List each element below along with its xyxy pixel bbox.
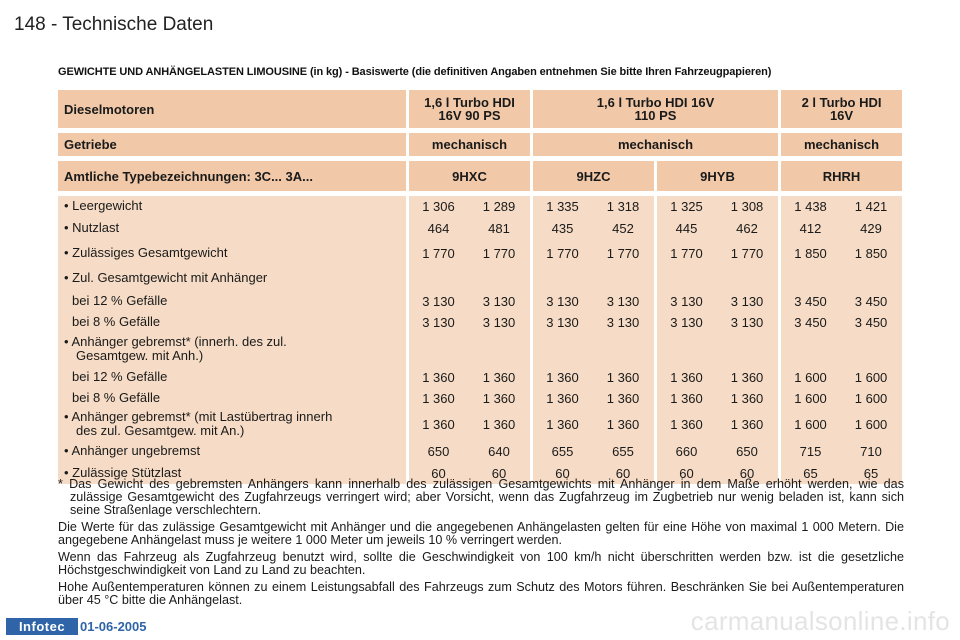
weight-value: 1 360 bbox=[654, 366, 716, 388]
weight-value: 3 450 bbox=[840, 290, 902, 312]
weight-value: 710 bbox=[840, 440, 902, 462]
weight-value: 3 130 bbox=[716, 290, 778, 312]
weight-value: 1 360 bbox=[716, 366, 778, 388]
weight-value: 1 770 bbox=[592, 240, 654, 266]
notes-block bbox=[58, 478, 904, 611]
engine-header: 2 l Turbo HDI 16V bbox=[778, 90, 902, 128]
weight-value: 1 318 bbox=[592, 196, 654, 216]
row-label: • Anhänger gebremst* (innerh. des zul. Gesamtgew. mit Anh.) bbox=[58, 332, 406, 366]
engine-header: 1,6 l Turbo HDI 16V 110 PS bbox=[530, 90, 778, 128]
weight-value: 1 360 bbox=[468, 366, 530, 388]
weight-value: 1 325 bbox=[654, 196, 716, 216]
weight-value: 435 bbox=[530, 216, 592, 240]
weight-value bbox=[592, 266, 654, 290]
type-designation-row bbox=[58, 161, 902, 191]
weight-value: 660 bbox=[654, 440, 716, 462]
weight-value: 481 bbox=[468, 216, 530, 240]
row-label: • Anhänger ungebremst bbox=[58, 440, 406, 462]
weight-value: 1 770 bbox=[530, 240, 592, 266]
weight-value: 1 770 bbox=[406, 240, 468, 266]
weight-value: 464 bbox=[406, 216, 468, 240]
weight-value bbox=[654, 266, 716, 290]
gearbox-label: Getriebe bbox=[58, 133, 406, 156]
weight-value: 650 bbox=[716, 440, 778, 462]
section-title: GEWICHTE UND ANHÄNGELASTEN LIMOUSINE (in kg) - Basiswerte (die definitiven Angaben entnehmen Sie bitte Ihren Fahrzeugpapieren) bbox=[58, 66, 772, 78]
weight-value: 452 bbox=[592, 216, 654, 240]
weight-value: 1 438 bbox=[778, 196, 840, 216]
weight-value: 1 308 bbox=[716, 196, 778, 216]
table-row bbox=[58, 196, 902, 216]
weight-value: 1 770 bbox=[654, 240, 716, 266]
weight-value bbox=[468, 266, 530, 290]
table-row bbox=[58, 440, 902, 462]
weight-value: 640 bbox=[468, 440, 530, 462]
weight-value: 1 360 bbox=[468, 388, 530, 408]
type-code: 9HZC bbox=[530, 161, 654, 191]
weight-value: 1 600 bbox=[840, 408, 902, 440]
note-altitude: Die Werte für das zulässige Gesamtgewicht mit Anhänger und die angegebenen Anhängelasten gelten für eine Höhe von maximal 1 000 Metern. Die angegebene Anhängelast muss je weitere 1 000 Meter um jeweils 10 % verringert werden. bbox=[58, 520, 904, 547]
table-row bbox=[58, 216, 902, 240]
weight-value: 715 bbox=[778, 440, 840, 462]
weight-value: 1 360 bbox=[592, 366, 654, 388]
weight-value: 1 360 bbox=[530, 366, 592, 388]
type-code: RHRH bbox=[778, 161, 902, 191]
weight-value: 429 bbox=[840, 216, 902, 240]
weight-value bbox=[778, 332, 840, 366]
weight-value: 3 130 bbox=[530, 290, 592, 312]
weight-value: 412 bbox=[778, 216, 840, 240]
weight-value: 1 600 bbox=[840, 388, 902, 408]
weight-value bbox=[530, 266, 592, 290]
weight-value: 3 130 bbox=[468, 312, 530, 332]
weight-value bbox=[406, 266, 468, 290]
gearbox-row bbox=[58, 133, 902, 156]
weight-value: 1 421 bbox=[840, 196, 902, 216]
weight-value: 1 600 bbox=[840, 366, 902, 388]
weight-value: 60 bbox=[654, 462, 716, 484]
weight-value: 462 bbox=[716, 216, 778, 240]
header-row bbox=[58, 90, 902, 128]
weight-value: 60 bbox=[530, 462, 592, 484]
weight-value: 3 130 bbox=[716, 312, 778, 332]
edition-date: 01-06-2005 bbox=[80, 619, 147, 634]
weight-value bbox=[716, 266, 778, 290]
weight-value bbox=[840, 332, 902, 366]
weight-value: 1 360 bbox=[406, 366, 468, 388]
watermark: carmanualsonline.info bbox=[690, 606, 950, 636]
weight-value: 1 360 bbox=[406, 408, 468, 440]
weight-value: 3 130 bbox=[530, 312, 592, 332]
infotec-logo: Infotec bbox=[6, 618, 78, 635]
row-label: bei 8 % Gefälle bbox=[58, 312, 406, 332]
weight-value: 3 450 bbox=[840, 312, 902, 332]
weight-value: 3 130 bbox=[468, 290, 530, 312]
row-label: bei 12 % Gefälle bbox=[58, 366, 406, 388]
weight-value: 1 360 bbox=[654, 408, 716, 440]
note-speed: Wenn das Fahrzeug als Zugfahrzeug benutzt wird, sollte die Geschwindigkeit von 100 km/h nicht überschritten werden bzw. ist die gesetzliche Höchstgeschwindigkeit von Land zu Land zu beachten. bbox=[58, 550, 904, 577]
weight-value: 3 450 bbox=[778, 290, 840, 312]
row-label: • Nutzlast bbox=[58, 216, 406, 240]
weight-value: 1 306 bbox=[406, 196, 468, 216]
weight-value: 1 600 bbox=[778, 366, 840, 388]
weight-value: 1 360 bbox=[468, 408, 530, 440]
weight-value: 1 600 bbox=[778, 408, 840, 440]
weight-value: 1 600 bbox=[778, 388, 840, 408]
weight-value: 1 850 bbox=[840, 240, 902, 266]
weight-value: 1 850 bbox=[778, 240, 840, 266]
weight-value bbox=[716, 332, 778, 366]
weight-value bbox=[406, 332, 468, 366]
weight-value: 1 360 bbox=[530, 408, 592, 440]
table-row bbox=[58, 312, 902, 332]
weight-value bbox=[468, 332, 530, 366]
weight-value: 65 bbox=[840, 462, 902, 484]
weight-value bbox=[778, 266, 840, 290]
note-footnote: * Das Gewicht des gebremsten Anhängers kann innerhalb des zulässigen Gesamtgewichts mit Anhänger in dem Maße erhöht werden, wie das zulässige Gesamtgewicht des Zugfahrzeugs verringert wird; aber Vorsicht, wenn das Zugfahrzeug im Zugbetrieb nur wenig beladen ist, kann sich seine Straßenlage verschlechtern. bbox=[58, 477, 904, 517]
table-row bbox=[58, 366, 902, 388]
row-label: • Leergewicht bbox=[58, 196, 406, 216]
header-label: Dieselmotoren bbox=[58, 90, 406, 128]
weight-value: 3 130 bbox=[406, 312, 468, 332]
table-row bbox=[58, 266, 902, 290]
weight-value: 1 360 bbox=[654, 388, 716, 408]
weight-value: 60 bbox=[468, 462, 530, 484]
table-row bbox=[58, 408, 902, 440]
row-label: bei 8 % Gefälle bbox=[58, 388, 406, 408]
weight-value: 655 bbox=[592, 440, 654, 462]
weight-value: 1 770 bbox=[716, 240, 778, 266]
weight-value bbox=[592, 332, 654, 366]
weight-value: 1 360 bbox=[530, 388, 592, 408]
gearbox-value: mechanisch bbox=[406, 133, 530, 156]
weight-value: 1 360 bbox=[716, 388, 778, 408]
weight-value: 655 bbox=[530, 440, 592, 462]
row-label: • Anhänger gebremst* (mit Lastübertrag innerh des zul. Gesamtgew. mit An.) bbox=[58, 408, 406, 440]
weight-value: 445 bbox=[654, 216, 716, 240]
weight-value: 1 360 bbox=[406, 388, 468, 408]
table-row bbox=[58, 332, 902, 366]
weights-table-container bbox=[58, 90, 902, 484]
gearbox-value: mechanisch bbox=[530, 133, 778, 156]
weight-value: 3 130 bbox=[654, 290, 716, 312]
weight-value: 3 130 bbox=[592, 290, 654, 312]
weight-value: 3 450 bbox=[778, 312, 840, 332]
gearbox-value: mechanisch bbox=[778, 133, 902, 156]
weight-value: 60 bbox=[592, 462, 654, 484]
page-title: 148 - Technische Daten bbox=[14, 14, 214, 35]
weight-value: 1 770 bbox=[468, 240, 530, 266]
table-row bbox=[58, 290, 902, 312]
type-code: 9HYB bbox=[654, 161, 778, 191]
table-row bbox=[58, 240, 902, 266]
weight-value: 65 bbox=[778, 462, 840, 484]
weight-value: 3 130 bbox=[592, 312, 654, 332]
weight-value: 3 130 bbox=[654, 312, 716, 332]
row-label: bei 12 % Gefälle bbox=[58, 290, 406, 312]
weight-value bbox=[654, 332, 716, 366]
weight-value bbox=[840, 266, 902, 290]
type-designation-label: Amtliche Typebezeichnungen: 3C... 3A... bbox=[58, 161, 406, 191]
weight-value: 1 289 bbox=[468, 196, 530, 216]
row-label: • Zulässige Stützlast bbox=[58, 462, 406, 484]
row-label: • Zulässiges Gesamtgewicht bbox=[58, 240, 406, 266]
weight-value: 650 bbox=[406, 440, 468, 462]
type-code: 9HXC bbox=[406, 161, 530, 191]
engine-header: 1,6 l Turbo HDI 16V 90 PS bbox=[406, 90, 530, 128]
weight-value: 60 bbox=[716, 462, 778, 484]
note-temperature: Hohe Außentemperaturen können zu einem Leistungsabfall des Fahrzeugs zum Schutz des Motors führen. Beschränken Sie bei Außentemperaturen über 45 °C bitte die Anhängelast. bbox=[58, 580, 904, 607]
weight-value: 1 360 bbox=[716, 408, 778, 440]
weight-value: 1 360 bbox=[592, 388, 654, 408]
weight-value: 1 335 bbox=[530, 196, 592, 216]
weight-value: 60 bbox=[406, 462, 468, 484]
table-row bbox=[58, 388, 902, 408]
row-label: • Zul. Gesamtgewicht mit Anhänger bbox=[58, 266, 406, 290]
weights-table bbox=[58, 90, 902, 484]
weight-value: 3 130 bbox=[406, 290, 468, 312]
weight-value bbox=[530, 332, 592, 366]
weight-value: 1 360 bbox=[592, 408, 654, 440]
